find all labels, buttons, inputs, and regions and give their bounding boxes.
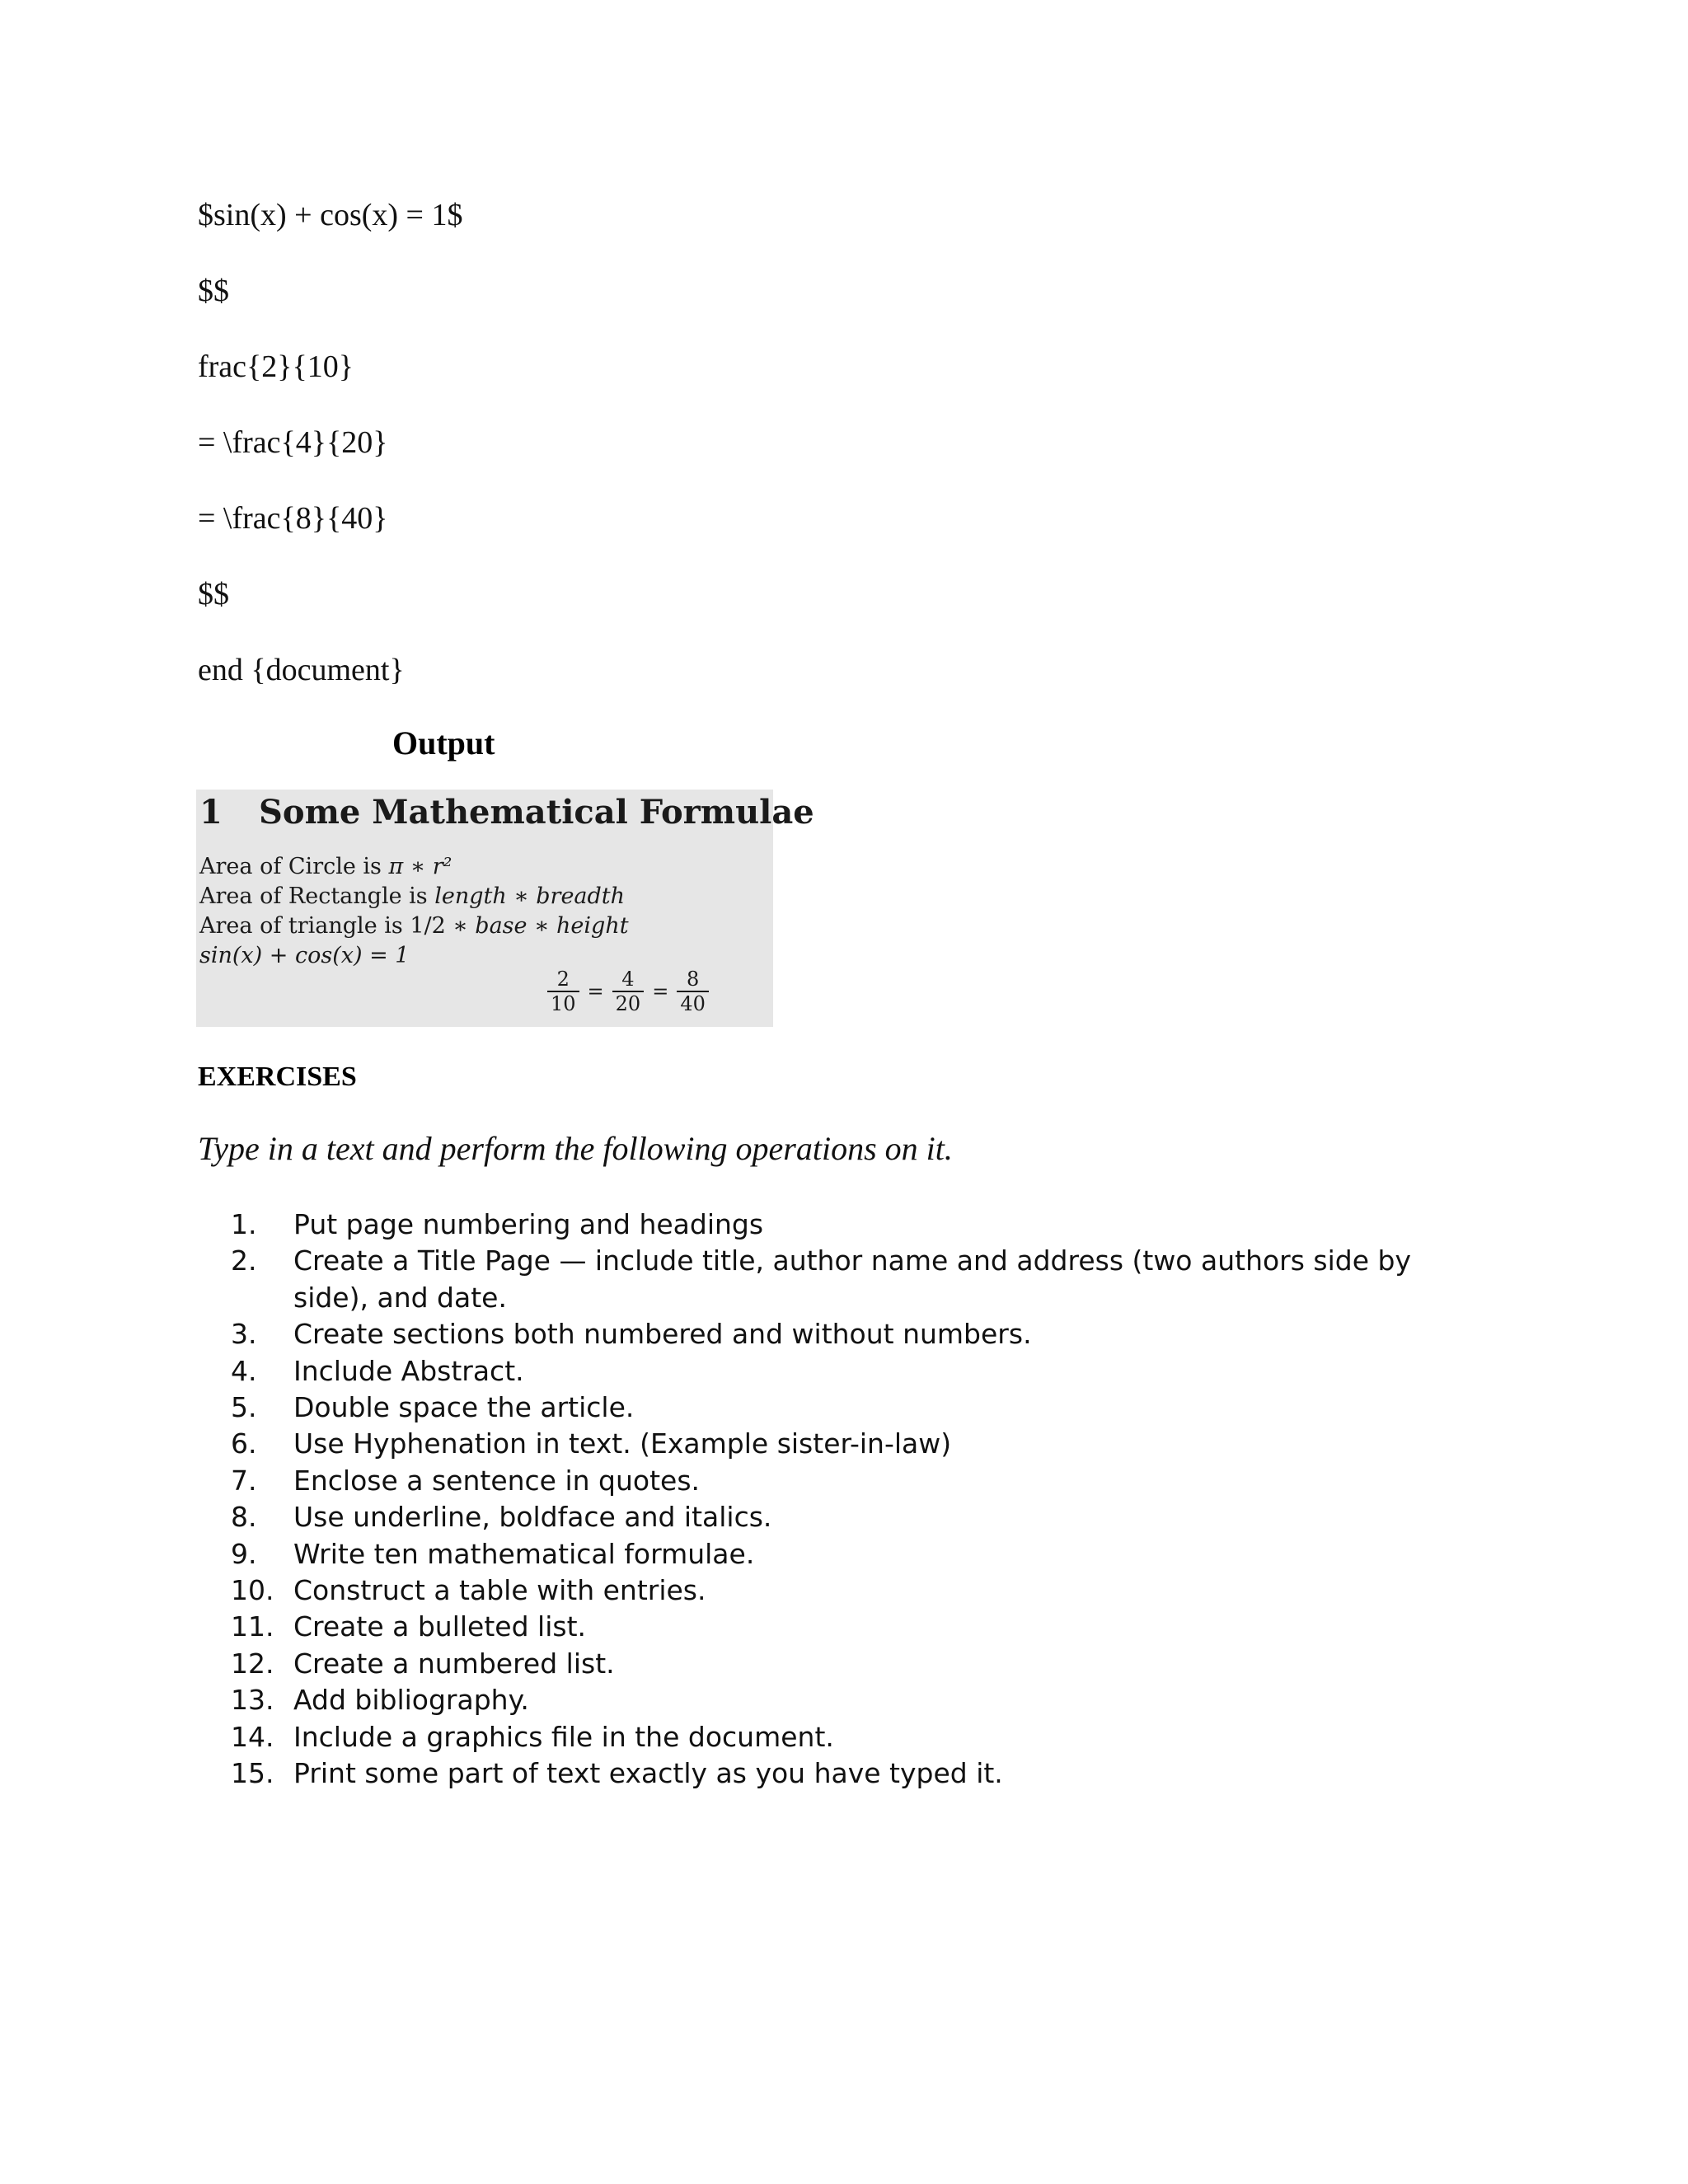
- list-item: [231, 1646, 1418, 1682]
- formula-math: π ∗ r²: [388, 854, 452, 879]
- formula-text: Area of triangle is 1/2 ∗: [199, 913, 476, 939]
- list-item-text: Add bibliography.: [293, 1684, 529, 1717]
- formula-trig: [199, 944, 409, 967]
- list-item: [231, 1390, 1418, 1426]
- fraction-numerator: 4: [621, 968, 635, 991]
- list-item: [231, 1463, 1418, 1499]
- list-item-text: Include Abstract.: [293, 1354, 524, 1387]
- list-item-text: Enclose a sentence in quotes.: [293, 1464, 701, 1497]
- list-item-number: 11.: [231, 1610, 274, 1643]
- list-item-text: Construct a table with entries.: [293, 1574, 706, 1607]
- formula-text: Area of Circle is: [199, 854, 389, 879]
- list-item-number: 14.: [231, 1720, 274, 1753]
- formula-math: sin(x) + cos(x) = 1: [199, 943, 410, 968]
- list-item-text: Print some part of text exactly as you have typed it.: [293, 1757, 1003, 1790]
- equals-sign: =: [587, 980, 604, 1003]
- list-item-number: 12.: [231, 1647, 274, 1680]
- fraction-denominator: 10: [547, 991, 579, 1014]
- exercise-list: [231, 1207, 1418, 1793]
- list-item-number: 15.: [231, 1757, 274, 1790]
- list-item: [231, 1426, 1418, 1462]
- list-item-number: 1.: [231, 1208, 257, 1240]
- list-item-number: 4.: [231, 1354, 257, 1387]
- list-item: [231, 1243, 1418, 1316]
- list-item-text: Double space the article.: [293, 1391, 635, 1424]
- section-title: Some Mathematical Formulae: [259, 793, 814, 832]
- list-item-text: Put page numbering and headings: [293, 1208, 764, 1240]
- list-item-number: 9.: [231, 1537, 257, 1570]
- fraction: [612, 969, 645, 1014]
- list-item: [231, 1609, 1418, 1645]
- list-item-text: Create a Title Page — include title, author name and address (two authors side by side), and date.: [293, 1244, 1411, 1314]
- list-item: [231, 1316, 1418, 1352]
- list-item: [231, 1207, 1418, 1243]
- list-item-number: 13.: [231, 1684, 274, 1717]
- list-item-number: 3.: [231, 1318, 257, 1351]
- code-line: $$: [198, 274, 229, 308]
- fraction-numerator: 8: [686, 968, 700, 991]
- formula-rectangle: [199, 885, 625, 907]
- output-image: [196, 790, 814, 1027]
- output-section-heading: [199, 794, 814, 831]
- list-item-text: Use underline, boldface and italics.: [293, 1501, 772, 1534]
- exercise-instruction: Type in a text and perform the following operations on it.: [198, 1130, 953, 1167]
- list-item: [231, 1682, 1418, 1718]
- list-item: [231, 1499, 1418, 1535]
- fraction-denominator: 40: [677, 991, 709, 1014]
- list-item-number: 7.: [231, 1464, 257, 1497]
- list-item: [231, 1755, 1418, 1792]
- list-item: [231, 1353, 1418, 1390]
- section-number: 1: [199, 793, 223, 832]
- formula-math: base ∗ height: [475, 913, 629, 939]
- output-heading: Output: [392, 724, 495, 762]
- formula-circle: [199, 855, 452, 878]
- list-item-text: Create a numbered list.: [293, 1647, 615, 1680]
- formula-text: Area of Rectangle is: [199, 883, 435, 909]
- list-item: [231, 1719, 1418, 1755]
- formula-math: length ∗ breadth: [434, 883, 626, 909]
- exercises-title: EXERCISES: [198, 1062, 357, 1092]
- code-line: = \frac{4}{20}: [198, 425, 388, 460]
- fraction-numerator: 2: [556, 968, 570, 991]
- code-line: frac{2}{10}: [198, 349, 354, 384]
- list-item-text: Create sections both numbered and without numbers.: [293, 1318, 1032, 1351]
- list-item: [231, 1536, 1418, 1572]
- code-line: end {document}: [198, 653, 405, 687]
- fraction: [547, 969, 579, 1014]
- list-item-text: Include a graphics file in the document.: [293, 1720, 834, 1753]
- list-item-number: 10.: [231, 1574, 274, 1607]
- formula-triangle: [199, 915, 629, 937]
- list-item-number: 5.: [231, 1391, 257, 1424]
- code-line: $sin(x) + cos(x) = 1$: [198, 198, 463, 232]
- list-item-text: Write ten mathematical formulae.: [293, 1537, 755, 1570]
- list-item: [231, 1572, 1418, 1609]
- fraction-denominator: 20: [612, 991, 645, 1014]
- list-item-text: Create a bulleted list.: [293, 1610, 586, 1643]
- list-item-number: 6.: [231, 1427, 257, 1460]
- list-item-number: 8.: [231, 1501, 257, 1534]
- list-item-number: 2.: [231, 1244, 257, 1277]
- code-line: $$: [198, 577, 229, 612]
- fraction: [677, 969, 709, 1014]
- code-line: = \frac{8}{40}: [198, 501, 388, 536]
- equals-sign: =: [652, 980, 669, 1003]
- list-item-text: Use Hyphenation in text. (Example sister-in-law): [293, 1427, 952, 1460]
- fraction-equation: [542, 969, 714, 1014]
